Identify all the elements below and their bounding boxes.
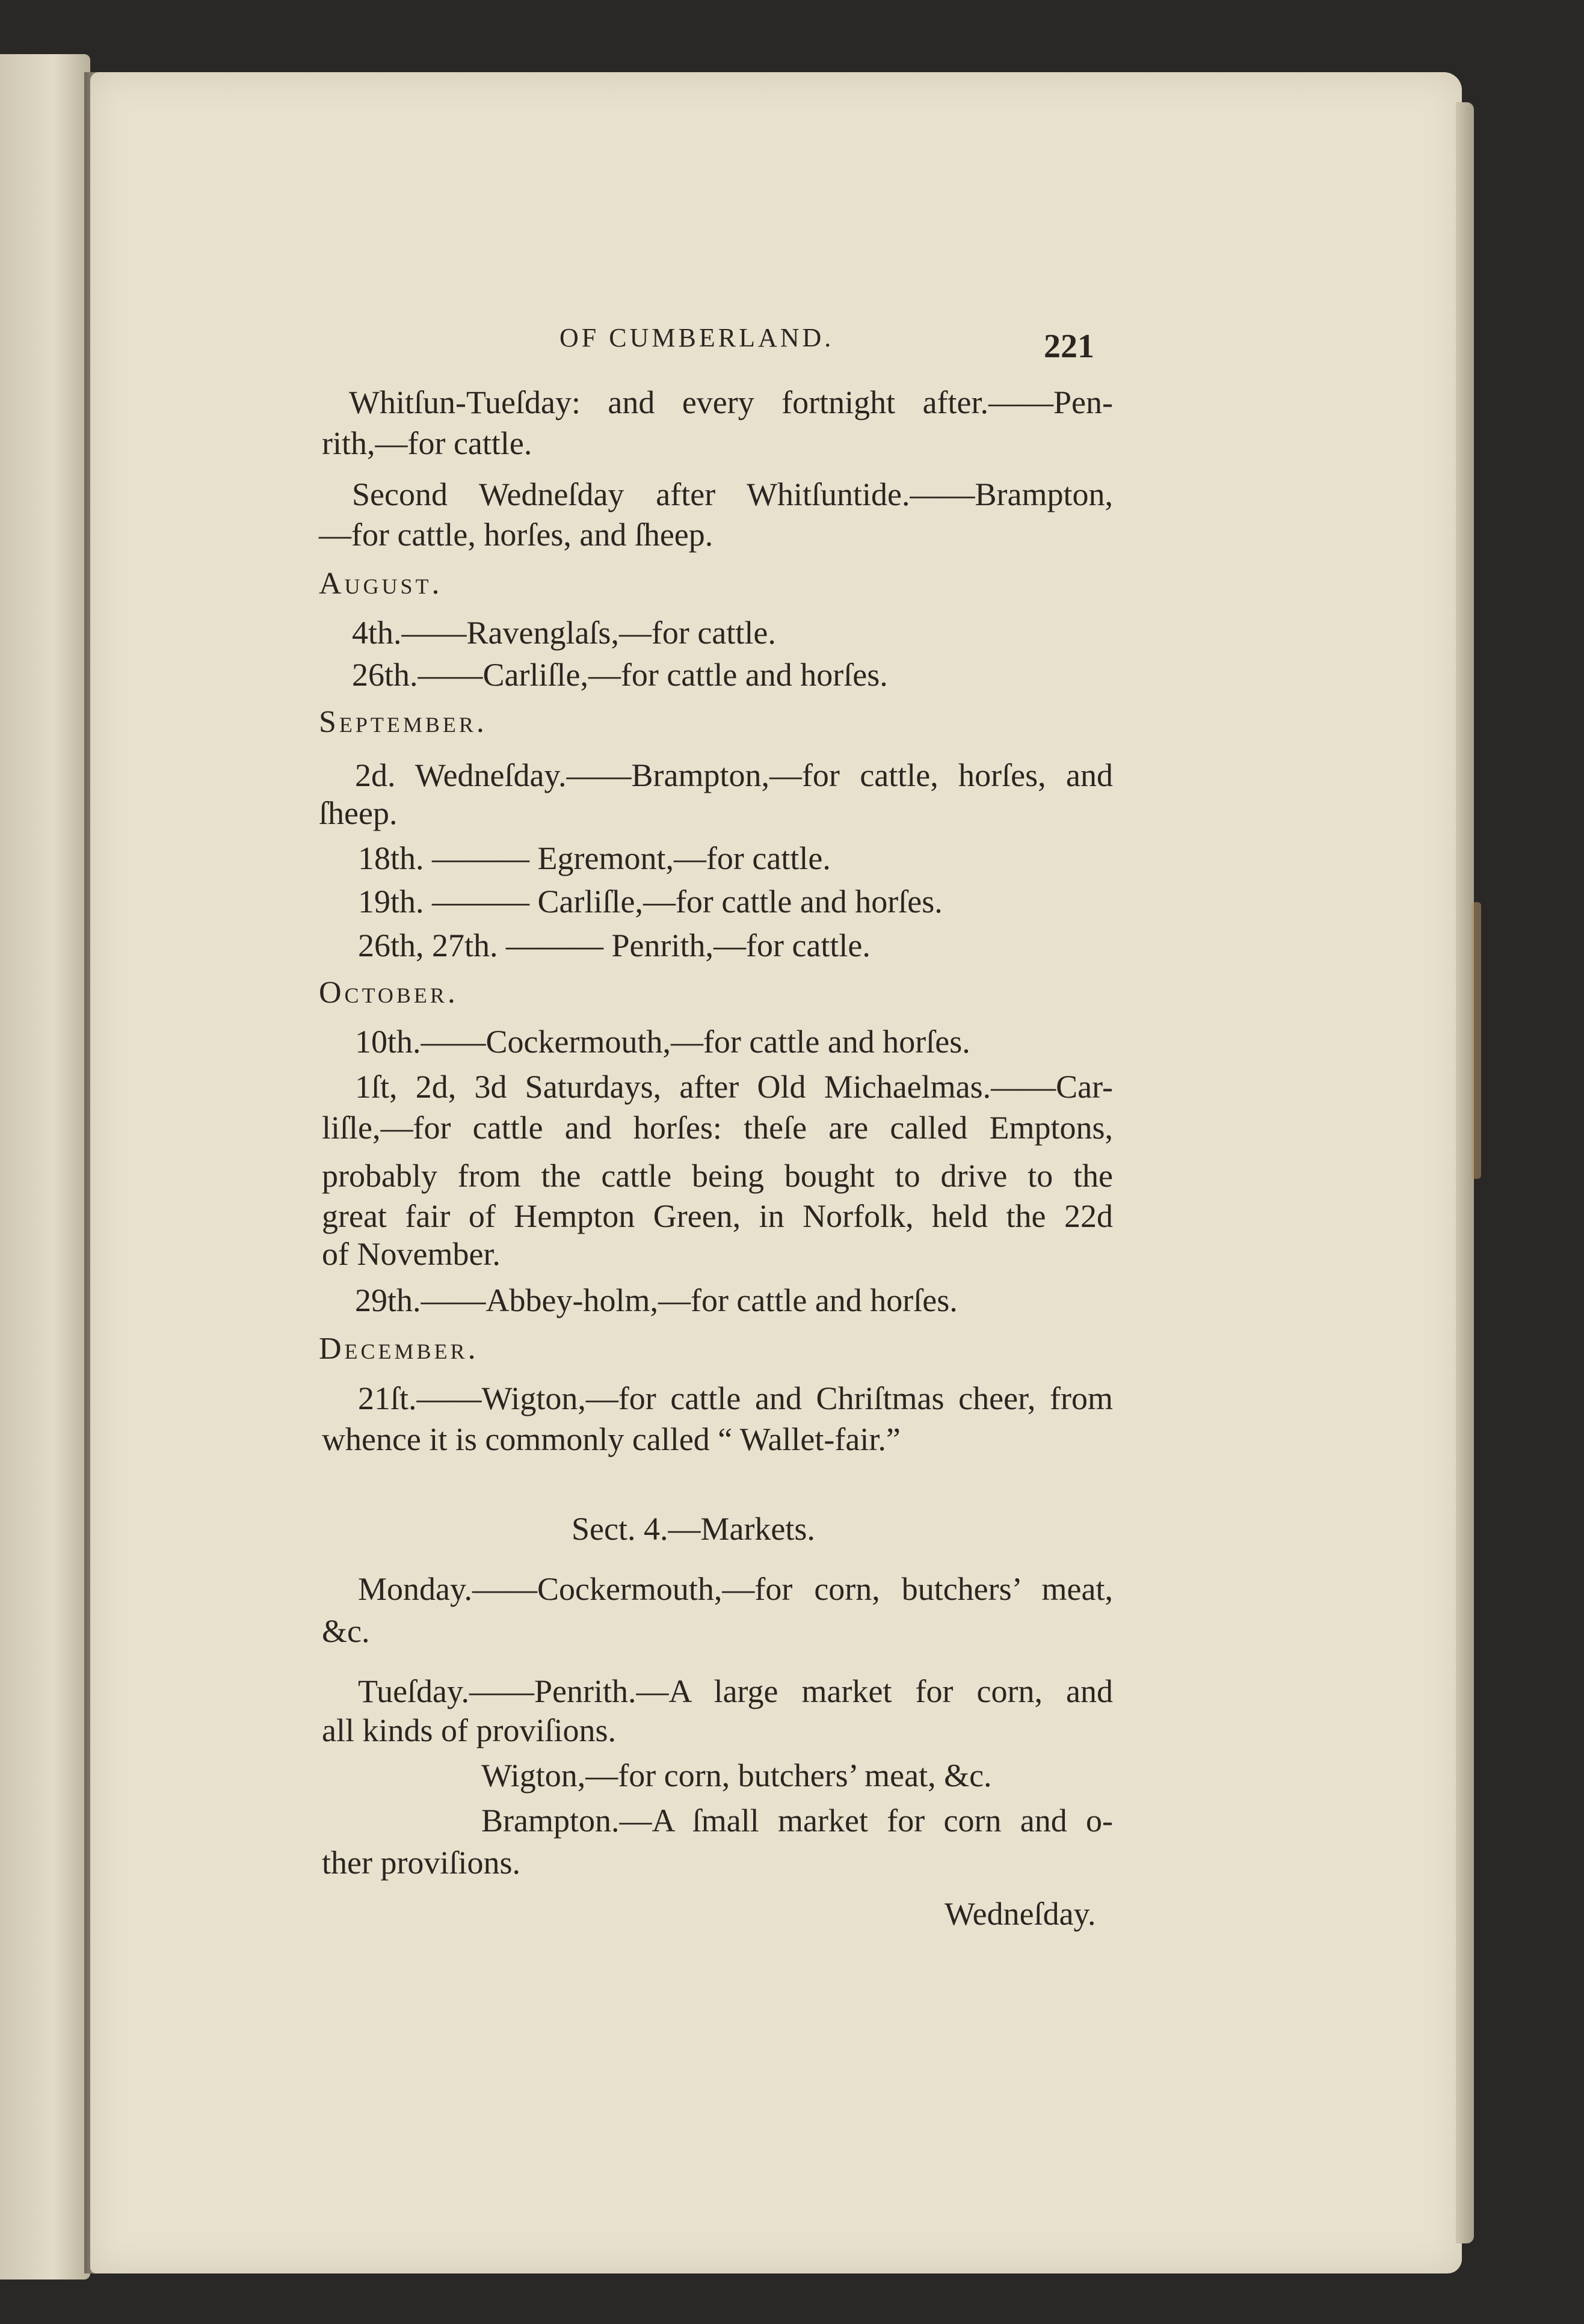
edge-stain — [1472, 902, 1481, 1179]
text-line: 18th. ——— Egremont,—for cattle. — [358, 840, 831, 876]
page-number: 221 — [1044, 328, 1094, 365]
month-heading: September. — [319, 705, 487, 739]
text-line: 19th. ——— Carliſle,—for cattle and horſes. — [358, 884, 943, 920]
text-line: 1ſt, 2d, 3d Saturdays, after Old Michaelmas.——Car- — [355, 1069, 1113, 1105]
text-line: all kinds of proviſions. — [322, 1712, 616, 1748]
text-line: 29th.——Abbey-holm,—for cattle and horſes. — [355, 1282, 958, 1318]
catchword: Wedneſday. — [945, 1896, 1096, 1932]
text-line: Whitſun-Tueſday: and every fortnight after.——Pen- — [349, 384, 1113, 420]
text-line: 26th, 27th. ——— Penrith,—for cattle. — [358, 927, 871, 964]
month-heading: August. — [319, 567, 443, 601]
month-heading: December. — [319, 1332, 479, 1366]
section-heading: Sect. 4.—Markets. — [572, 1511, 815, 1547]
text-line: 10th.——Cockermouth,—for cattle and horſes. — [355, 1024, 970, 1060]
text-line: Brampton.—A ſmall market for corn and o- — [481, 1803, 1113, 1839]
text-line: —for cattle, horſes, and ſheep. — [319, 517, 713, 553]
text-line: probably from the cattle being bought to drive to the — [322, 1158, 1113, 1194]
text-line: ther proviſions. — [322, 1845, 520, 1881]
text-line: Second Wedneſday after Whitſuntide.——Brampton, — [352, 476, 1113, 512]
text-line: 2d. Wedneſday.——Brampton,—for cattle, horſes, and — [355, 757, 1113, 793]
text-line: 4th.——Ravenglaſs,—for cattle. — [352, 615, 776, 651]
text-line: whence it is commonly called “ Wallet-fair.” — [322, 1421, 901, 1457]
text-line: great fair of Hempton Green, in Norfolk, held the 22d — [322, 1198, 1113, 1234]
text-line: of November. — [322, 1236, 501, 1272]
facing-page-edge — [0, 54, 90, 2279]
text-line: Wigton,—for corn, butchers’ meat, &c. — [481, 1757, 992, 1794]
running-head: OF CUMBERLAND. — [559, 323, 834, 352]
text-line: ſheep. — [319, 795, 398, 831]
text-line: Monday.——Cockermouth,—for corn, butchers’ meat, — [358, 1571, 1113, 1607]
text-line: rith,—for cattle. — [322, 425, 532, 461]
text-line: 21ſt.——Wigton,—for cattle and Chriſtmas cheer, from — [358, 1380, 1113, 1416]
text-line: liſle,—for cattle and horſes: theſe are called Emptons, — [322, 1110, 1113, 1146]
text-line: 26th.——Carliſle,—for cattle and horſes. — [352, 657, 888, 693]
text-line: Tueſday.——Penrith.—A large market for corn, and — [358, 1673, 1113, 1709]
month-heading: October. — [319, 976, 458, 1010]
text-line: &c. — [322, 1613, 370, 1649]
